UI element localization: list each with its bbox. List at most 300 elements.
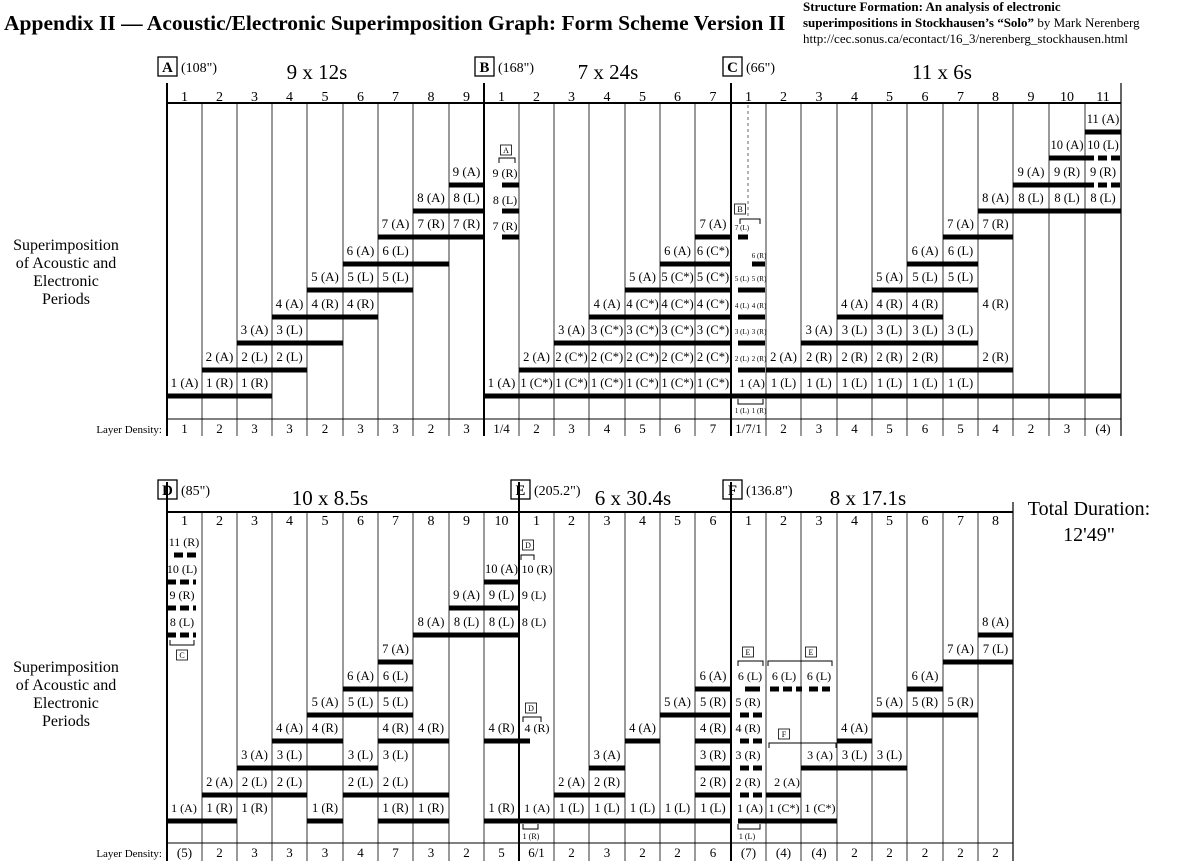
cell-b6-r4: 4 (C*): [661, 297, 694, 311]
cell-a5-5a: 5 (A): [311, 269, 339, 284]
period-number-d-8: 8: [427, 514, 435, 529]
cell-b3-r3: 3 (A): [558, 323, 585, 337]
layer-density-b-6: 6: [674, 421, 681, 436]
side-label-top-2: Electronic: [33, 273, 99, 290]
cell-d7-6: 7 (A): [382, 642, 409, 656]
period-number-f-6: 6: [921, 514, 929, 529]
credit-url: http://cec.sonus.ca/econtact/16_3/nerenberg_stockhausen.html: [803, 31, 1129, 46]
cell-c5-3: 4 (R): [876, 297, 903, 311]
period-number-f-3: 3: [815, 514, 823, 529]
cell-c1-small-l: 4 (L): [734, 302, 750, 310]
section-e-duration: (205.2"): [534, 484, 581, 499]
cell-b6-r2: 2 (C*): [661, 350, 694, 364]
cell-d7-1: 2 (L): [382, 775, 409, 789]
small-box-d-upper: D: [525, 541, 531, 550]
cell-d1-11r: 11 (R): [168, 535, 200, 549]
cell-e1-9l: 9 (L): [521, 588, 547, 602]
section-f-scheme: 8 x 17.1s: [829, 486, 907, 510]
density-label-bottom: Layer Density:: [96, 848, 162, 860]
cell-f2-2a: 2 (A): [774, 775, 800, 789]
cell-c1-small-r: 2 (R): [751, 355, 767, 363]
side-label-top-0: Superimposition: [13, 237, 119, 254]
cell-d9-0: 8 (L): [453, 615, 480, 629]
cell-c4-2: 3 (L): [841, 323, 868, 337]
section-c-label: C: [727, 60, 738, 77]
cell-c8-1: 4 (R): [982, 297, 1009, 311]
cell-d7-3: 4 (R): [382, 721, 409, 735]
period-number-a-1: 1: [181, 90, 188, 105]
period-number-f-7: 7: [957, 514, 964, 529]
cell-c7-4: 7 (A): [947, 217, 974, 231]
cell-e2-1: 2 (A): [558, 775, 585, 789]
cell-b1-1a: 1 (A): [487, 375, 516, 390]
cell-a9-7r: 7 (R): [452, 216, 481, 231]
layer-density-b-4: 4: [603, 421, 611, 436]
bracket-f1: [738, 824, 760, 829]
cell-b6-r3: 3 (C*): [661, 323, 694, 337]
period-number-b-2: 2: [533, 90, 540, 105]
cell-e6-3: 4 (R): [699, 721, 727, 735]
cell-c2-1: 2 (A): [770, 350, 797, 364]
cell-c10-1: 9 (R): [1053, 165, 1081, 179]
cell-d6-0: 2 (L): [347, 775, 374, 789]
period-number-c-8: 8: [992, 90, 999, 105]
layer-density-d-7: 7: [392, 845, 399, 860]
cell-e5-0: 1 (L): [664, 801, 691, 815]
cell-c1-small-l: 2 (L): [734, 355, 750, 363]
layer-density-b-3: 3: [568, 421, 575, 436]
layer-density-f-1: (7): [740, 845, 757, 860]
period-number-c-6: 6: [921, 90, 929, 105]
cell-a6-6a: 6 (A): [346, 243, 375, 258]
period-number-a-8: 8: [427, 90, 435, 105]
cell-f1-1l: 1 (L): [738, 832, 756, 841]
section-a-duration: (108"): [181, 61, 218, 76]
cell-c3-0: 1 (L): [806, 376, 832, 390]
section-c-scheme: 11 x 6s: [912, 60, 972, 84]
cell-c7-2: 5 (L): [947, 270, 974, 284]
cell-f7-1: 7 (A): [947, 642, 974, 656]
cell-b4-r2: 2 (C*): [590, 350, 624, 364]
layer-density-c-6: 6: [921, 421, 929, 436]
layer-density-d-8: 3: [427, 845, 435, 860]
cell-c1-small-r: 4 (R): [751, 302, 767, 310]
period-number-c-10: 10: [1060, 90, 1074, 105]
period-number-f-1: 1: [745, 514, 752, 529]
cell-c11-1: 9 (R): [1089, 165, 1117, 179]
layer-density-c-7: 5: [957, 421, 964, 436]
period-number-d-2: 2: [216, 514, 223, 529]
period-number-c-11: 11: [1096, 90, 1110, 105]
cell-c9-1: 9 (A): [1017, 165, 1045, 179]
section-b-scheme: 7 x 24s: [577, 60, 639, 84]
side-label-bottom-1: of Acoustic and: [15, 677, 117, 694]
cell-c6-3: 4 (R): [911, 297, 939, 311]
bracket-d1: [170, 640, 194, 645]
period-number-e-2: 2: [568, 514, 575, 529]
cell-c6-4: 5 (L): [912, 270, 938, 284]
cell-b5-r2: 2 (C*): [626, 350, 659, 364]
layer-density-a-2: 2: [216, 421, 223, 436]
cell-a3-1r: 1 (R): [240, 375, 269, 390]
small-box-e-right: E: [808, 648, 814, 657]
cell-e1-1a: 1 (A): [524, 801, 550, 815]
cell-c2-0: 1 (L): [770, 376, 797, 390]
cell-f2-1c: 1 (C*): [768, 801, 800, 815]
cell-d9-1: 9 (A): [453, 588, 480, 602]
period-number-a-7: 7: [392, 90, 399, 105]
cell-c6-1: 2 (R): [911, 350, 939, 364]
credit-line-2-bold: superimpositions in Stockhausen’s “Solo”: [803, 15, 1035, 30]
cell-c8-0: 2 (R): [982, 350, 1009, 364]
side-label-top-1: of Acoustic and: [15, 255, 117, 272]
cell-b4-r4: 4 (A): [593, 297, 621, 311]
layer-density-d-4: 3: [286, 845, 293, 860]
layer-density-a-6: 3: [357, 421, 364, 436]
period-number-e-5: 5: [674, 514, 681, 529]
cell-a7-5l: 5 (L): [382, 269, 409, 284]
cell-e3-1: 2 (R): [593, 775, 621, 789]
cell-f3-1c: 1 (C*): [804, 801, 836, 815]
cell-f4-1: 4 (A): [841, 721, 868, 735]
cell-c9-0: 8 (L): [1018, 191, 1044, 205]
cell-e1-1r: 1 (R): [522, 832, 540, 841]
cell-d8-2: 8 (A): [417, 615, 445, 629]
cell-a9-8l: 8 (L): [453, 190, 480, 205]
section-b-duration: (168"): [498, 61, 535, 76]
cell-a8-7r: 7 (R): [417, 216, 445, 231]
cell-b7-r2: 2 (C*): [696, 350, 730, 364]
layer-density-d-9: 2: [463, 845, 470, 860]
layer-density-e-6: 6: [709, 845, 717, 860]
period-number-c-9: 9: [1027, 90, 1035, 105]
cell-d1-9r: 9 (R): [169, 588, 195, 602]
cell-d7-0: 1 (R): [382, 801, 409, 815]
small-box-c: C: [179, 651, 185, 660]
cell-c1-7l: 7 (L): [734, 224, 750, 232]
cell-d4-0: 2 (L): [276, 775, 303, 789]
layer-density-b-7: 7: [709, 421, 717, 436]
cell-b3-r2: 2 (C*): [555, 350, 588, 364]
cell-a7-7a: 7 (A): [381, 216, 410, 231]
cell-d5-1: 4 (R): [311, 721, 339, 735]
cell-f3-3a: 3 (A): [807, 748, 833, 762]
cell-b5-r1: 1 (C*): [626, 376, 659, 390]
period-number-f-4: 4: [851, 514, 858, 529]
cell-f1-3r: 3 (R): [735, 748, 761, 762]
density-label-top: Layer Density:: [96, 424, 162, 436]
layer-density-f-8: 2: [992, 845, 999, 860]
cell-d4-2: 4 (A): [276, 721, 303, 735]
cell-b7-r7: 7 (A): [699, 217, 727, 231]
period-number-b-1: 1: [498, 90, 505, 105]
layer-density-b-1: 1/4: [493, 421, 510, 436]
bracket-f1-top: [738, 661, 763, 666]
cell-b5-r5: 5 (A): [629, 270, 656, 284]
section-f-label: F: [727, 483, 738, 500]
section-e-scheme: 6 x 30.4s: [594, 486, 672, 510]
period-number-d-6: 6: [357, 514, 364, 529]
page-title: Appendix II — Acoustic/Electronic Superimposition Graph: Form Scheme Version II: [4, 11, 786, 35]
period-number-b-3: 3: [568, 90, 575, 105]
layer-density-f-4: 2: [851, 845, 858, 860]
cell-d1-8l: 8 (L): [169, 615, 195, 629]
cell-a6-4r: 4 (R): [346, 296, 375, 311]
cell-e1-4r: 4 (R): [524, 721, 550, 735]
cell-c5-0: 1 (L): [876, 376, 903, 390]
cell-f1-2r: 2 (R): [735, 775, 761, 789]
cell-a3-2l: 2 (L): [241, 349, 268, 364]
cell-a3-3a: 3 (A): [240, 322, 269, 337]
cell-c11-2: 10 (L): [1087, 138, 1119, 152]
cell-f4-0: 3 (L): [841, 748, 868, 762]
section-b-label: B: [479, 60, 490, 77]
period-number-f-8: 8: [992, 514, 999, 529]
layer-density-d-6: 4: [357, 845, 364, 860]
cell-e1-8l: 8 (L): [521, 615, 547, 629]
layer-density-d-3: 3: [251, 845, 258, 860]
cell-b5-r3: 3 (C*): [626, 323, 659, 337]
cell-d3-1: 2 (L): [241, 775, 268, 789]
small-box-b: B: [737, 205, 743, 214]
layer-density-c-4: 4: [851, 421, 858, 436]
layer-density-f-6: 2: [921, 845, 929, 860]
layer-density-c-3: 3: [815, 421, 823, 436]
cell-b5-r4: 4 (C*): [626, 297, 659, 311]
cell-d6-1: 3 (L): [347, 748, 374, 762]
cell-c7-3: 6 (L): [947, 244, 974, 258]
cell-c7-1: 3 (L): [947, 323, 974, 337]
cell-f6-1: 6 (A): [911, 669, 939, 683]
layer-density-e-4: 2: [639, 845, 646, 860]
cell-c3-2: 3 (A): [805, 323, 833, 337]
cell-c4-1: 2 (R): [841, 350, 868, 364]
side-label-bottom-0: Superimposition: [13, 659, 119, 676]
cell-e2-0: 1 (L): [558, 801, 585, 815]
period-number-a-3: 3: [251, 90, 258, 105]
cell-a6-5l: 5 (L): [347, 269, 374, 284]
cell-e6-5: 6 (A): [699, 669, 727, 683]
layer-density-f-7: 2: [957, 845, 964, 860]
cell-a7-6l: 6 (L): [382, 243, 409, 258]
section-f-duration: (136.8"): [746, 484, 793, 499]
layer-density-e-2: 2: [568, 845, 575, 860]
period-number-d-10: 10: [494, 514, 509, 529]
cell-c8-3: 8 (A): [982, 191, 1009, 205]
cell-d10-1: 4 (R): [488, 721, 515, 735]
cell-d6-3: 6 (A): [347, 669, 374, 683]
layer-density-b-2: 2: [533, 421, 540, 436]
total-duration-value: 12'49": [1063, 524, 1115, 546]
small-box-a: A: [503, 146, 509, 155]
cell-d3-2: 3 (A): [241, 748, 268, 762]
cell-e6-4: 5 (R): [699, 695, 727, 709]
cell-b7-r5: 5 (C*): [696, 270, 730, 284]
cell-d5-0: 1 (R): [311, 801, 339, 815]
layer-density-e-5: 2: [674, 845, 681, 860]
small-box-f: F: [781, 730, 787, 739]
period-number-b-7: 7: [709, 90, 717, 105]
cell-a5-4r: 4 (R): [311, 296, 339, 311]
cell-a4-4a: 4 (A): [275, 296, 304, 311]
cell-d7-4: 5 (L): [382, 695, 409, 709]
side-label-bottom-3: Periods: [42, 713, 90, 730]
cell-b6-r6: 6 (A): [664, 244, 691, 258]
period-number-e-1: 1: [533, 514, 540, 529]
cell-f8-0: 7 (L): [982, 642, 1009, 656]
cell-b7-r1: 1 (C*): [696, 376, 730, 390]
period-number-c-2: 2: [780, 90, 787, 105]
cell-b1-8l: 8 (L): [492, 193, 518, 207]
layer-density-f-2: (4): [775, 845, 792, 860]
layer-density-d-2: 2: [216, 845, 223, 860]
cell-f6-0: 5 (R): [911, 695, 939, 709]
cell-f5-1: 5 (A): [876, 695, 903, 709]
layer-density-b-5: 5: [639, 421, 646, 436]
cell-c4-3: 4 (A): [841, 297, 868, 311]
bracket-c1: [738, 399, 763, 404]
period-number-c-5: 5: [886, 90, 893, 105]
cell-a1-1a: 1 (A): [170, 375, 199, 390]
cell-f1-5r: 5 (R): [735, 695, 761, 709]
period-number-c-3: 3: [815, 90, 823, 105]
cell-b7-r6: 6 (C*): [696, 244, 730, 258]
period-number-c-4: 4: [851, 90, 858, 105]
cell-c6-5: 6 (A): [911, 244, 939, 258]
layer-density-a-7: 3: [392, 421, 399, 436]
cell-c1-1l: 1 (L): [734, 407, 750, 415]
cell-c11-0: 8 (L): [1090, 191, 1116, 205]
period-number-a-5: 5: [321, 90, 329, 105]
layer-density-c-8: 4: [992, 421, 999, 436]
section-d-label: D: [162, 483, 173, 500]
section-e-label: E: [515, 483, 526, 500]
section-c-duration: (66"): [746, 61, 776, 76]
cell-c6-2: 3 (L): [912, 323, 938, 337]
cell-c5-1: 2 (R): [876, 350, 903, 364]
side-label-top-3: Periods: [42, 291, 90, 308]
layer-density-a-5: 2: [321, 421, 329, 436]
cell-b2-r1: 1 (C*): [520, 376, 553, 390]
cell-d8-1: 4 (R): [417, 721, 445, 735]
cell-b7-r3: 3 (C*): [696, 323, 730, 337]
cell-e3-0: 1 (L): [594, 801, 620, 815]
period-number-e-3: 3: [603, 514, 611, 529]
bracket-b1: [499, 158, 515, 163]
cell-d7-5: 6 (L): [382, 669, 409, 683]
cell-a4-3l: 3 (L): [276, 322, 303, 337]
cell-d10-2: 8 (L): [488, 615, 515, 629]
cell-e3-2: 3 (A): [593, 748, 621, 762]
cell-e6-1: 2 (R): [699, 775, 727, 789]
cell-f7-0: 5 (R): [947, 695, 974, 709]
cell-b6-r1: 1 (C*): [661, 376, 694, 390]
cell-c10-0: 8 (L): [1054, 191, 1080, 205]
small-box-d-lower: D: [528, 704, 534, 713]
cell-a2-2a: 2 (A): [205, 349, 234, 364]
section-d-duration: (85"): [181, 484, 211, 499]
cell-f5-0: 3 (L): [876, 748, 903, 762]
layer-density-c-11: (4): [1095, 421, 1111, 436]
cell-d5-2: 5 (A): [311, 695, 339, 709]
cell-e1-10r: 10 (R): [521, 562, 553, 576]
credit-line-1: Structure Formation: An analysis of electronic: [803, 0, 1061, 14]
section-d-scheme: 10 x 8.5s: [291, 486, 369, 510]
credit-line-2-rest: by Mark Nerenberg: [1034, 15, 1140, 30]
period-number-b-5: 5: [639, 90, 646, 105]
layer-density-e-3: 3: [603, 845, 611, 860]
period-number-d-7: 7: [392, 514, 399, 529]
period-number-b-6: 6: [674, 90, 681, 105]
layer-density-a-3: 3: [251, 421, 258, 436]
cell-b6-r5: 5 (C*): [661, 270, 694, 284]
period-number-d-3: 3: [251, 514, 258, 529]
section-a-scheme: 9 x 12s: [286, 60, 348, 84]
cell-d4-1: 3 (L): [276, 748, 303, 762]
cell-c1-small-l: 5 (L): [734, 275, 750, 283]
period-number-d-5: 5: [321, 514, 329, 529]
cell-a2-1r: 1 (R): [205, 375, 234, 390]
period-number-a-6: 6: [357, 90, 364, 105]
period-number-c-7: 7: [957, 90, 964, 105]
period-number-e-6: 6: [709, 514, 717, 529]
small-box-e-left: E: [745, 648, 751, 657]
total-duration-label: Total Duration:: [1027, 498, 1151, 520]
period-number-e-4: 4: [639, 514, 646, 529]
cell-a9-9a: 9 (A): [452, 164, 481, 179]
cell-e6-0: 1 (L): [700, 801, 726, 815]
cell-c11-3: 11 (A): [1086, 112, 1120, 126]
cell-a8-8a: 8 (A): [417, 190, 445, 205]
cell-b7-r4: 4 (C*): [696, 297, 730, 311]
period-number-d-9: 9: [463, 514, 470, 529]
cell-c4-0: 1 (L): [841, 376, 868, 390]
layer-density-d-10: 5: [498, 845, 505, 860]
cell-b1-7r: 7 (R): [492, 219, 518, 233]
period-number-a-2: 2: [216, 90, 223, 105]
cell-e6-2: 3 (R): [699, 748, 727, 762]
cell-f1-6l: 6 (L): [737, 669, 763, 683]
cell-d10-3: 9 (L): [488, 588, 515, 602]
layer-density-a-8: 2: [427, 421, 435, 436]
layer-density-d-5: 3: [321, 845, 329, 860]
layer-density-a-9: 3: [463, 421, 470, 436]
cell-c1-1a: 1 (A): [739, 376, 765, 390]
cell-c7-0: 1 (L): [947, 376, 974, 390]
period-number-b-4: 4: [603, 90, 611, 105]
period-number-d-1: 1: [181, 514, 188, 529]
period-number-a-9: 9: [463, 90, 470, 105]
section-a-label: A: [162, 60, 173, 77]
period-number-f-5: 5: [886, 514, 893, 529]
layer-density-c-1: 1/7/1: [735, 421, 762, 436]
layer-density-d-1: (5): [176, 845, 193, 860]
cell-d2-0: 1 (R): [206, 801, 233, 815]
layer-density-f-5: 2: [886, 845, 893, 860]
cell-d10-0: 1 (R): [488, 801, 515, 815]
cell-c5-4: 5 (A): [876, 270, 903, 284]
cell-d1-1a: 1 (A): [171, 801, 197, 815]
layer-density-c-10: 3: [1063, 421, 1071, 436]
bracket-e1: [523, 824, 538, 829]
cell-c8-2: 7 (R): [982, 217, 1009, 231]
cell-b4-r3: 3 (C*): [590, 323, 624, 337]
period-number-a-4: 4: [286, 90, 293, 105]
cell-d8-0: 1 (R): [417, 801, 445, 815]
layer-density-c-5: 5: [886, 421, 893, 436]
bracket-f23-top: [768, 661, 832, 666]
cell-a4-2l: 2 (L): [276, 349, 303, 364]
